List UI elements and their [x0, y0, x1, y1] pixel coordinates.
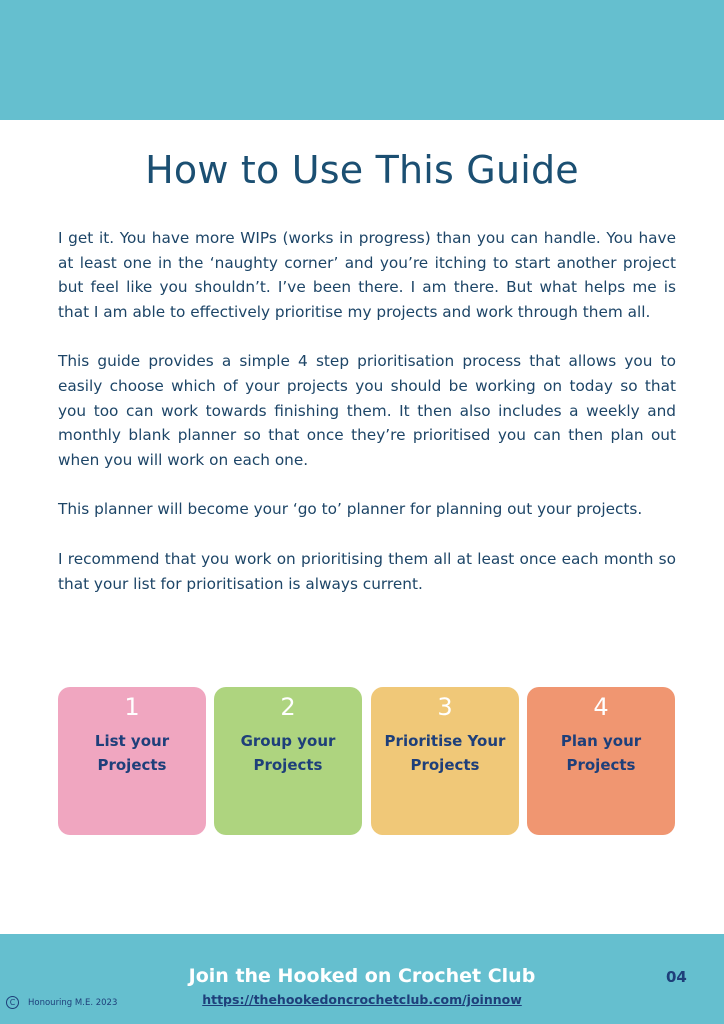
join-link[interactable]: https://thehookedoncrochetclub.com/joinnow — [202, 992, 522, 1007]
copyright-icon: C — [6, 996, 19, 1009]
page-title: How to Use This Guide — [145, 148, 579, 192]
step-label: List your Projects — [94, 732, 170, 774]
step-number: 4 — [593, 693, 609, 721]
step-card-1 — [58, 687, 206, 835]
step-label: Prioritise Your Projects — [384, 732, 506, 774]
copyright-notice — [6, 996, 117, 1009]
step-label: Plan your Projects — [560, 732, 642, 774]
paragraph: I get it. You have more WIPs (works in progress) than you can handle. You have at least one in the ‘naughty corner’ and you’re itching to start another project but feel like you shouldn’t. I’ve been there. I am there. But what helps me is that I am able to effectively prioritise my projects and work through them all. — [58, 229, 676, 321]
step-number: 3 — [437, 693, 453, 721]
step-card-3 — [371, 687, 519, 835]
intro-text — [58, 226, 676, 621]
step-number: 2 — [280, 693, 296, 721]
page-number: 04 — [666, 968, 687, 986]
paragraph: I recommend that you work on prioritising them all at least once each month so that your list for prioritisation is always current. — [58, 549, 676, 593]
paragraph: This guide provides a simple 4 step prioritisation process that allows you to easily choose which of your projects you should be working on today so that you too can work towards finishing them. It then also includes a weekly and monthly blank planner so that once they’re prioritised you can then plan out when you will work on each one. — [58, 352, 676, 469]
step-number: 1 — [124, 693, 140, 721]
paragraph: This planner will become your ‘go to’ planner for planning out your projects. — [58, 500, 643, 519]
steps-row — [58, 687, 676, 837]
step-card-2 — [214, 687, 362, 835]
step-label: Group your Projects — [240, 732, 336, 774]
copyright-text: Honouring M.E. 2023 — [28, 997, 118, 1008]
club-title: Join the Hooked on Crochet Club — [188, 965, 536, 987]
header-band — [0, 0, 724, 120]
step-card-4 — [527, 687, 675, 835]
